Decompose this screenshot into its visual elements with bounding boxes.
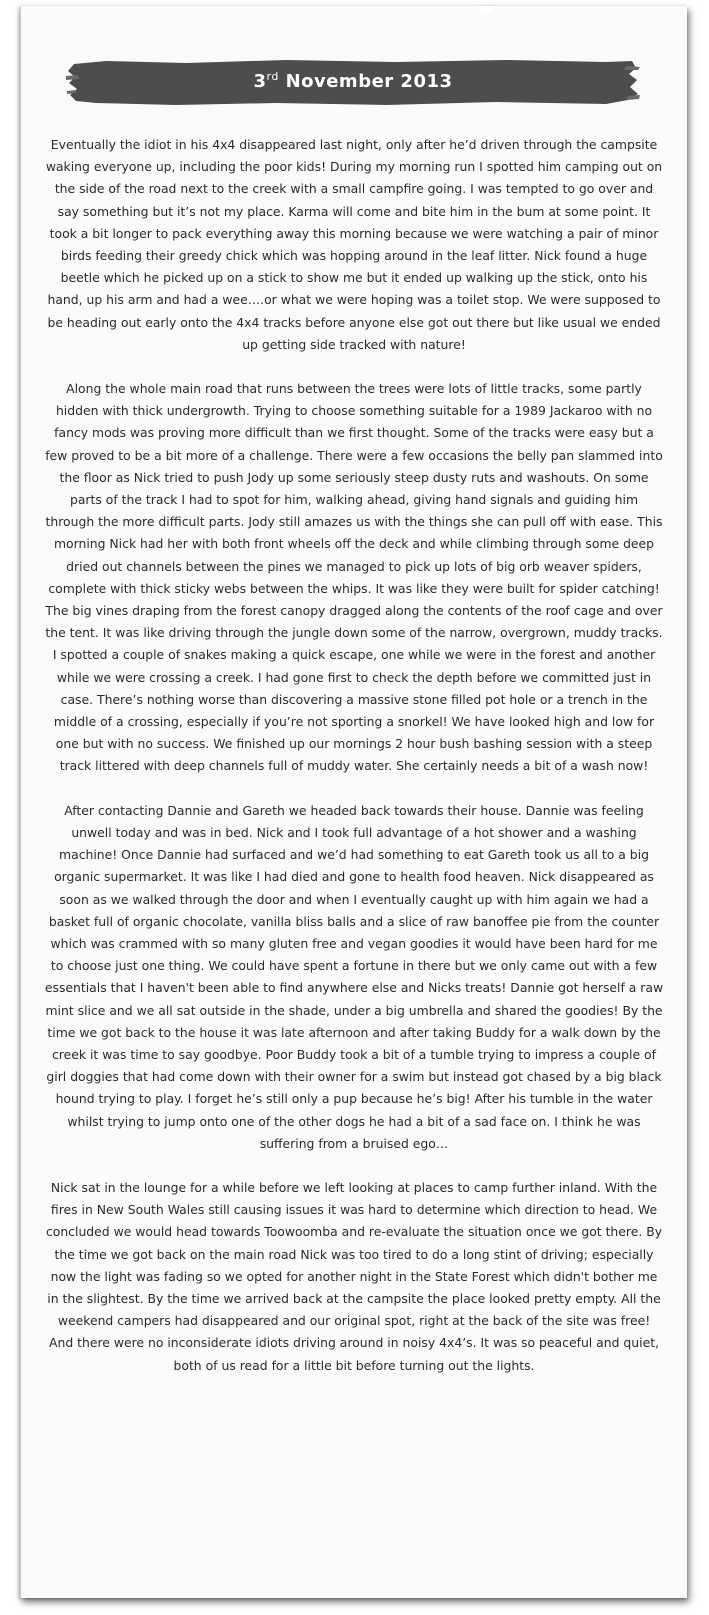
date-day: 3 [253,71,267,92]
paragraph-3: After contacting Dannie and Gareth we headed back towards their house. Dannie was feeling unwell today and was in bed. Nick and I took full advantage of a hot shower and a washing machine! Once Dannie had surfaced and we’d had something to eat Gareth took us all to a big organic supermarket. It was like I had died and gone to health food heaven. Nick disappeared as soon as we walked through the door and when I eventually caught up with him again we had a basket full of organic chocolate, vanilla bliss balls and a slice of raw banoffee pie from the counter which was crammed with so many gluten free and vegan goodies it would have been hard for me to choose just one thing. We could have spent a fortune in there but we only came out with a few essentials that I haven't been able to find anywhere else and Nicks treats! Dannie got herself a raw mint slice and we all sat outside in the shade, under a big umbrella and shared the goodies! By the time we got back to the house it was late afternoon and after taking Buddy for a walk down by the creek it was time to say goodbye. Poor Buddy took a bit of a tumble trying to impress a couple of girl doggies that had come down with their owner for a swim but instead got chased by a big black hound trying to play. I forget he’s still only a pup because he’s big! After his tumble in the water whilst trying to jump onto one of the other dogs he had a bit of a sad face on. I think he was suffering from a bruised ego… [44,802,664,1151]
paragraph-1: Eventually the idiot in his 4x4 disappeared last night, only after he’d driven through the campsite waking everyone up, including the poor kids! During my morning run I spotted him camping out on the side of the road next to the creek with a small campfire going. I was tempted to go over and say something but it’s not my place. Karma will come and bite him in the bum at some point. It took a bit longer to pack everything away this morning because we were watching a pair of minor birds feeding their greedy chick which was hopping around in the leaf litter. Nick found a huge beetle which he picked up on a stick to show me but it ended up walking up the stick, onto his hand, up his arm and had a wee….or what we were hoping was a toilet stop. We were supposed to be heading out early onto the 4x4 tracks before anyone else got out there but like usual we ended up getting side tracked with nature! [45,137,663,352]
date-month-year: November 2013 [278,71,453,92]
date-banner [66,58,640,106]
journal-entry [44,134,664,1399]
paper-notch [476,6,494,18]
entry-date [66,58,640,106]
paragraph-4: Nick sat in the lounge for a while before we left looking at places to camp further inland. With the fires in New South Wales still causing issues it was hard to determine which direction to head. We concluded we would head towards Toowoomba and re-evaluate the situation once we got there. By the time we got back on the main road Nick was too tired to do a long stint of driving; especially now the light was fading so we opted for another night in the State Forest which didn't bother me in the slightest. By the time we arrived back at the campsite the place looked pretty empty. All the weekend campers had disappeared and our original spot, right at the back of the site was free! And there were no inconsiderate idiots driving around in noisy 4x4’s. It was so peaceful and quiet, both of us read for a little bit before turning out the lights. [45,1179,663,1373]
paragraph-2: Along the whole main road that runs between the trees were lots of little tracks, some partly hidden with thick undergrowth. Trying to choose something suitable for a 1989 Jackaroo with no fancy mods was proving more difficult than we first thought. Some of the tracks were easy but a few proved to be a bit more of a challenge. There were a few occasions the belly pan slammed into the floor as Nick tried to push Jody up some seriously steep dusty ruts and washouts. On some parts of the track I had to spot for him, walking ahead, giving hand signals and guiding him through the more difficult parts. Jody still amazes us with the things she can pull off with ease. This morning Nick had her with both front wheels off the deck and while climbing through some deep dried out channels between the pines we managed to pick up lots of big orb weaver spiders, complete with thick sticky webs between the whips. It was like they were built for spider catching! The big vines draping from the forest canopy dragged along the contents of the roof cage and over the tent. It was like driving through the jungle down some of the narrow, overgrown, muddy tracks. I spotted a couple of snakes making a quick escape, one while we were in the forest and another while we were crossing a creek. I had gone first to check the depth before we committed just in case. There’s nothing worse than discovering a massive stone filled pot hole or a trench in the middle of a crossing, especially if you’re not sporting a snorkel! We have looked high and low for one but with no success. We finished up our mornings 2 hour bush bashing session with a steep track littered with deep channels full of muddy water. She certainly needs a bit of a wash now! [45,381,663,774]
date-ordinal: rd [266,70,279,83]
